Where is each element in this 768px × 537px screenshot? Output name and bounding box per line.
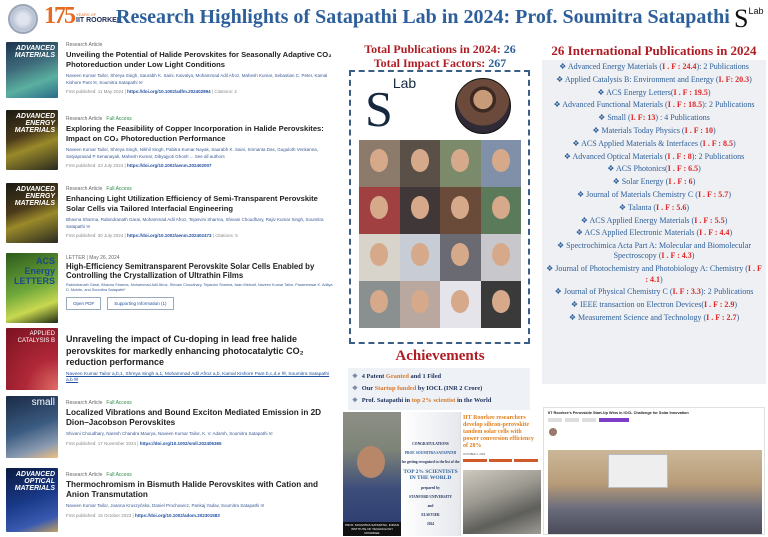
article-title[interactable]: Exploring the Feasibility of Copper Incorporation in Halide Perovskites: Impact on CO₂ Photoreduction Performance (66, 124, 324, 143)
publication-item: ❖ ACS Applied Energy Materials (I . F : 5.5) (580, 215, 728, 225)
publication-item: ❖ ACS Photonics(I . F : 6.5) (607, 164, 701, 174)
cover-title: ACS Energy LETTERS (13, 256, 55, 286)
article-item (6, 183, 336, 243)
article-item (6, 468, 336, 532)
publication-item: ❖ Small (I. F: 13) : 4 Publications (598, 113, 710, 123)
team-member-photo (481, 281, 522, 328)
news-date: OCTOBER 1, 2024 (463, 453, 486, 456)
publication-item: ❖ Journal of Physical Chemistry C (I. F : 3.3): 2 Publications (554, 287, 754, 297)
article-title[interactable]: High-Efficiency Semitransparent Perovskite Solar Cells Enabled by Controlling the Crystallization of Ultrathin Films (66, 262, 315, 280)
diamond-bullet-icon: ❖ (352, 385, 358, 392)
article-title[interactable]: Enhancing Light Utilization Efficiency of Semi-Transparent Perovskite Solar Cells via Tailored Interfacial Engineering (66, 194, 318, 213)
diamond-bullet-icon: ❖ (577, 189, 587, 199)
publication-item: ❖ Solar Energy (I . F : 6) (612, 177, 696, 187)
congratulations-text: CONGRATULATIONS PROF. SOUMITRA SATAPATHI for getting recognised to the list of the TOP 2% SCIENTISTS IN THE WORLD prepared by STANFORD UNIVERSITY and ELSEVIER 2024 (401, 412, 460, 536)
article-authors: Naveen Kumar Tailor a,b,1, Shreya Singh a,1, Mohammad Adil Afroz a,b, Kamal Kishore Pant b,c,d,e ✉, Soumitra Satapathi a,b ✉ (66, 371, 330, 383)
publication-item: ❖ Journal of Photochemistry and Photobiology A: Chemistry (I . F : 4.1) (546, 264, 762, 284)
achievement-item: ❖ Our Startup funded by IOCL (INR 2 Crore) (352, 385, 483, 392)
article-meta: First published: 11 May 2024 | https://doi.org/10.1002/adfm.202402894 | Citations: 2 (66, 89, 237, 94)
team-member-photo (400, 234, 441, 281)
published-date: First published: 15 October 2023 (66, 512, 132, 518)
diamond-bullet-icon: ❖ (556, 74, 565, 84)
diamond-bullet-icon: ❖ (352, 373, 358, 380)
published-date: First published: 17 November 2024 (66, 440, 137, 446)
article-type: Research Article Full Access (66, 186, 132, 192)
article-title[interactable]: Unveiling the Potential of Halide Perovskites for Seasonally Adaptive CO₂ Photoreduction under Low Light Conditions (66, 50, 332, 69)
team-member-photo (359, 140, 400, 187)
published-date: First published: 30 July 2024 (66, 233, 124, 238)
team-photo-panel (349, 70, 530, 344)
article-type: Research Article Full Access (66, 116, 132, 122)
journal-cover-image (6, 468, 58, 532)
diamond-bullet-icon: ❖ (352, 397, 358, 404)
achievements-list (348, 368, 530, 410)
diamond-bullet-icon: ❖ (553, 100, 563, 110)
team-member-photo (440, 140, 481, 187)
article-title[interactable]: Thermochromism in Bismuth Halide Perovskites with Cation and Anion Transmutation (66, 480, 319, 499)
news-headline[interactable]: IIT Roorkee's Perovskite Start-Up Wins in IOCL Challenge for Solar Innovation (548, 411, 689, 415)
team-member-photo (400, 281, 441, 328)
publication-item: ❖ IEEE transaction on Electron Devices(I . F : 2.9) (570, 300, 738, 310)
cover-title: APPLIED CATALYSIS B (17, 331, 55, 344)
diamond-bullet-icon: ❖ (607, 164, 616, 174)
open-pdf-button[interactable]: Open PDF (66, 297, 101, 310)
publication-item: ❖ Advanced Functional Materials (I . F : 18.5): 2 Publications (553, 100, 755, 110)
publication-item: ❖ Journal of Materials Chemistry C (I . F : 5.7) (577, 189, 731, 199)
article-meta: First published: 30 July 2024 | https://doi.org/10.1002/aenm.202402473 | Citations: 5 (66, 233, 238, 238)
article-item (6, 42, 336, 102)
cover-title: ADVANCED ENERGY MATERIALS (14, 113, 55, 134)
team-member-photo (440, 234, 481, 281)
journal-cover-image (6, 253, 58, 323)
article-authors: Bhavna Sharma, Rabindranath Garai, Mohammad Adil Afroz, Tejasvini Sharma, Shivani Choudhary, Rajiv Kumar Singh, Soumitra Satapathi ✉ (66, 217, 324, 229)
journal-cover-image (6, 328, 58, 390)
professor-photo: PROF. SOUMITRA SATAPATHI, INDIAN INSTITUTE OF TECHNOLOGY ROORKEE (343, 412, 401, 536)
iit-roorkee-wordmark (76, 12, 122, 24)
journal-cover-image (6, 42, 58, 98)
cover-title: ADVANCED ENERGY MATERIALS (14, 186, 55, 207)
team-member-photo (359, 187, 400, 234)
article-type: Research Article Full Access (66, 400, 132, 406)
diamond-bullet-icon: ❖ (572, 138, 582, 148)
doi-link[interactable]: https://doi.org/10.1002/aenm.202402007 (126, 163, 212, 168)
team-member-photo (359, 281, 400, 328)
years-of-label: YEARS OF (76, 12, 97, 17)
doi-link[interactable]: https://doi.org/10.1002/adfm.202402894 (127, 89, 211, 94)
team-member-photo (481, 140, 522, 187)
publication-item: ❖ ACS Applied Materials & Interfaces (I . F : 8.5) (572, 138, 736, 148)
diamond-bullet-icon: ❖ (575, 228, 585, 238)
journal-cover-image (6, 183, 58, 243)
doi-link[interactable]: https://doi.org/10.1002/adom.202301583 (134, 512, 220, 518)
achievement-item: ❖ 4 Patent Granted and 1 Filed (352, 373, 442, 380)
slab-logo-letter: S (734, 4, 749, 33)
team-member-grid (359, 140, 521, 328)
right-column (540, 38, 768, 537)
diamond-bullet-icon: ❖ (570, 300, 581, 310)
publications-count: 26 (503, 42, 516, 56)
diamond-bullet-icon: ❖ (563, 151, 573, 161)
article-item (6, 110, 336, 170)
doi-link[interactable]: https://doi.org/10.1002/smll.202406365 (139, 440, 222, 446)
page-title: Research Highlights of Satapathi Lab in 2024: Prof. Soumitra Satapathi (116, 6, 730, 28)
article-type: Research Article Full Access (66, 472, 132, 478)
share-button[interactable] (548, 418, 562, 422)
diamond-bullet-icon: ❖ (592, 125, 602, 135)
article-type: LETTER | May 26, 2024 (66, 255, 120, 261)
article-meta: First published: 15 October 2023 | https://doi.org/10.1002/adom.202301583 (66, 512, 220, 518)
diamond-bullet-icon: ❖ (618, 202, 628, 212)
news-headline[interactable]: IIT Roorkee researchers develop silicon-perovskite tandem solar cells with power conversion efficiency of 28% (463, 415, 534, 449)
article-list (0, 38, 340, 537)
cover-title: small (31, 397, 55, 408)
publication-item: ❖ Advanced Energy Materials (I . F : 24.4): 2 Publications (559, 62, 749, 71)
diamond-bullet-icon: ❖ (546, 264, 556, 274)
article-authors: Rabindranath Garai, Bhavna Sharma, Mohammad Adil Afroz, Shivani Choudhary, Tejasvini Sharma, Iwan Metcalf, Naveen Kumar Tailor, Parameswar K. Aditya D. Mohite, and Soumitra Satapathi* (66, 283, 333, 292)
share-button[interactable] (582, 418, 596, 422)
article-meta: First published: 17 November 2024 | https://doi.org/10.1002/smll.202406365 (66, 440, 222, 446)
tandem-solar-news-card (460, 412, 540, 536)
top2-scientist-news-card (343, 412, 460, 536)
international-publications-title: 26 International Publications in 2024 (551, 43, 757, 58)
award-ceremony-photo (548, 450, 762, 534)
team-member-photo (481, 187, 522, 234)
slab-logo (734, 4, 764, 34)
impact-factor-total: 267 (488, 56, 507, 70)
journal-cover-image (6, 110, 58, 170)
published-date: First published: 11 May 2024 (66, 89, 124, 94)
article-type: Research Article (66, 42, 103, 48)
full-access-badge: Full Access (106, 116, 132, 122)
article-authors: Naveen Kumar Tailor, Joanna Kruszyńska, Daniel Prochowicz, Pankaj Yadav, Soumitra Satapathi ✉ (66, 503, 265, 508)
publication-item: ❖ Spectrochimica Acta Part A: Molecular and Biomolecular Spectroscopy (I . F : 4.3) (556, 241, 751, 261)
publication-item: ❖ Talanta (I . F : 5.6) (618, 202, 690, 212)
lab-equipment-photo (463, 470, 541, 534)
slab-logo-sup: Lab (748, 6, 764, 16)
publication-item: ❖ ACS Applied Electronic Materials (I . F : 4.4) (575, 228, 733, 238)
news-tags (461, 457, 540, 464)
article-item (6, 396, 336, 458)
full-access-badge: Full Access (106, 472, 132, 478)
article-meta: First published: 23 July 2024 | https://doi.org/10.1002/aenm.202402007 (66, 163, 212, 168)
diamond-bullet-icon: ❖ (568, 312, 578, 322)
total-publications: Total Publications in 2024: 26 (364, 42, 516, 56)
header (0, 0, 768, 38)
institute-name: IIT ROORKEE (76, 17, 122, 24)
slab-logo-large: $S^{Lab}$ (365, 75, 417, 137)
professor-portrait (455, 78, 511, 134)
iit-roorkee-seal-logo (8, 4, 38, 34)
diamond-bullet-icon: ❖ (597, 87, 607, 97)
article-authors: Naveen Kumar Tailor, Shreya Singh, Nikhil Singh, Pabitra Kumar Nayak, Saurabh K. Saini, Srimanta Das, Guguloth Venkanna, Satyaprasad P Senanayak, Mahesh Kumar, Dibyajyoti Ghosh ... See all authors (66, 147, 319, 159)
cover-title: ADVANCED MATERIALS (14, 45, 55, 59)
diamond-bullet-icon: ❖ (580, 215, 590, 225)
article-authors: Naveen Kumar Tailor, Shreya Singh, Saurabh K. Saini, Kaivalya, Mohammad Adil Afroz, Mahesh Kumar, Sebastian C. Peter, Kamal Kishore Pant ✉, Soumitra Satapathi ✉ (66, 73, 328, 85)
publication-item: ❖ Materials Today Physics (I . F : 10) (592, 125, 716, 135)
supporting-information-button[interactable]: Supporting Information (1) (107, 297, 173, 310)
diamond-bullet-icon: ❖ (554, 287, 564, 297)
team-member-photo (400, 140, 441, 187)
team-member-photo (359, 234, 400, 281)
iocl-startup-news-card (543, 407, 765, 535)
diamond-bullet-icon: ❖ (556, 241, 567, 251)
publication-item: ❖ ACS Energy Letters(I . F : 19.5) (597, 87, 711, 97)
share-button[interactable] (565, 418, 579, 422)
article-item (6, 328, 336, 390)
follow-button[interactable] (599, 418, 629, 422)
citations-count: Citations: 5 (215, 233, 238, 238)
full-access-badge: Full Access (106, 186, 132, 192)
publication-item: ❖ Applied Catalysis B: Environment and Energy (I. F: 20.3) (556, 74, 752, 84)
journal-cover-image (6, 396, 58, 458)
team-member-photo (440, 281, 481, 328)
diamond-bullet-icon: ❖ (598, 113, 608, 123)
projector-screen (608, 454, 668, 488)
news-share-bar (544, 418, 764, 422)
article-title[interactable]: Unraveling the impact of Cu-doping in lead free halide perovskites for markedly enhancing photocatalytic CO₂ reduction performance (66, 334, 304, 367)
publication-list (542, 60, 766, 384)
publication-item: ❖ Measurement Science and Technology (I . F : 2.7) (568, 312, 740, 322)
total-impact-factors: Total Impact Factors: 267 (373, 56, 507, 70)
diamond-bullet-icon: ❖ (612, 177, 622, 187)
doi-link[interactable]: https://doi.org/10.1002/aenm.202402473 (126, 233, 212, 238)
team-member-photo (481, 234, 522, 281)
175-years-logo: 175 (44, 3, 74, 29)
author-avatar (549, 428, 557, 436)
publication-item: ❖ Advanced Optical Materials (I . F : 8): 2 Publications (563, 151, 745, 161)
article-title[interactable]: Localized Vibrations and Bound Exciton Mediated Emission in 2D Dion–Jacobson Perovskites (66, 408, 322, 427)
citations-count: Citations: 2 (214, 89, 237, 94)
team-member-photo (440, 187, 481, 234)
middle-column (340, 38, 540, 537)
achievements-title: Achievements (395, 348, 485, 364)
achievement-item: ❖ Prof. Satapathi in top 2% scientist in the World (352, 397, 492, 404)
diamond-bullet-icon: ❖ (559, 62, 568, 71)
cover-title: ADVANCED OPTICAL MATERIALS (14, 471, 55, 492)
team-member-photo (400, 187, 441, 234)
published-date: First published: 23 July 2024 (66, 163, 124, 168)
article-item (6, 253, 336, 323)
full-access-badge: Full Access (106, 400, 132, 406)
article-authors: Shivani Choudhary, Naresh Chandra Maurya, Naveen Kumar Tailor, K. V. Adarsh, Soumitra Satapathi ✉ (66, 431, 273, 436)
